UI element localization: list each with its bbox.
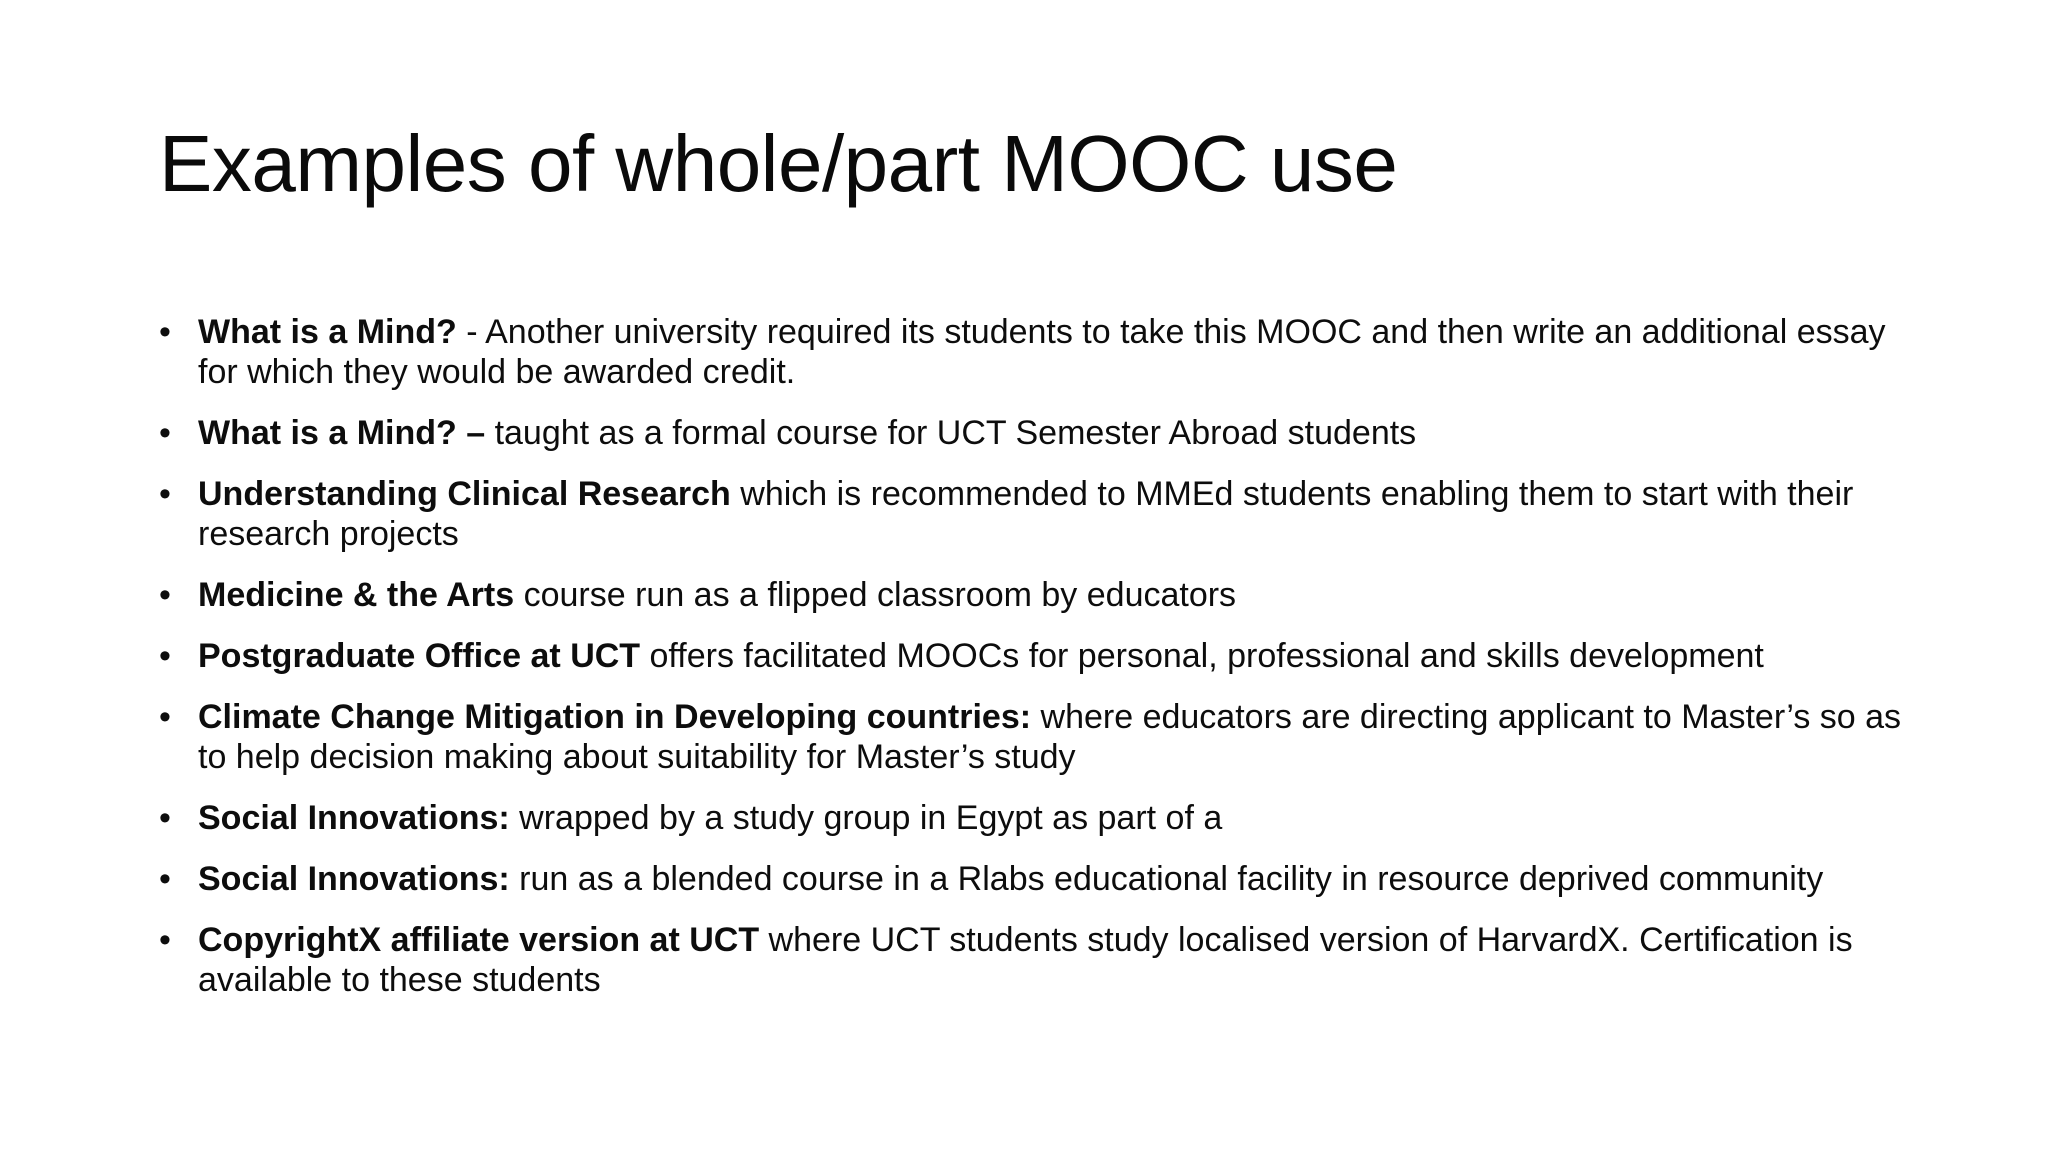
- bullet-bold-text: Medicine & the Arts: [198, 576, 515, 614]
- bullet-item: [159, 413, 1919, 453]
- bullet-text: where UCT students study localised version of HarvardX. Certification is available to these students: [198, 921, 1853, 999]
- bullet-item: [159, 697, 1919, 777]
- bullet-bold-text: Understanding Clinical Research: [198, 475, 731, 513]
- bullet-text: taught as a formal course for UCT Semester Abroad students: [485, 414, 1417, 452]
- bullet-text: offers facilitated MOOCs for personal, professional and skills development: [640, 637, 1764, 675]
- bullet-item: [159, 474, 1919, 554]
- bullet-item: [159, 575, 1919, 615]
- bullet-text: run as a blended course in a Rlabs educational facility in resource deprived community: [509, 860, 1824, 898]
- bullet-list: [159, 312, 1919, 1021]
- bullet-bold-text: Climate Change Mitigation in Developing countries:: [198, 698, 1032, 736]
- bullet-dot: •: [159, 576, 171, 614]
- bullet-text: where educators are directing applicant to Master’s so as to help decision making about suitability for Master’s study: [198, 698, 1902, 776]
- bullet-dot: •: [159, 313, 171, 351]
- bullet-text: course run as a flipped classroom by educators: [514, 576, 1237, 614]
- bullet-dot: •: [159, 860, 171, 898]
- bullet-bold-text: What is a Mind?: [198, 313, 457, 351]
- bullet-dot: •: [159, 799, 171, 837]
- bullet-dot: •: [159, 475, 171, 513]
- bullet-bold-text: Social Innovations:: [198, 799, 510, 837]
- bullet-item: [159, 636, 1919, 676]
- bullet-bold-text: Social Innovations:: [198, 860, 510, 898]
- bullet-item: [159, 859, 1919, 899]
- bullet-text: which is recommended to MMEd students enabling them to start with their research projects: [198, 475, 1854, 553]
- bullet-dot: •: [159, 921, 171, 959]
- slide-title: Examples of whole/part MOOC use: [159, 119, 1398, 208]
- bullet-text: - Another university required its students to take this MOOC and then write an additional essay for which they would be awarded credit.: [198, 313, 1886, 391]
- bullet-item: [159, 312, 1919, 392]
- bullet-dot: •: [159, 637, 171, 675]
- bullet-dot: •: [159, 698, 171, 736]
- bullet-bold-text: CopyrightX affiliate version at UCT: [198, 921, 760, 959]
- bullet-text: wrapped by a study group in Egypt as part of a: [509, 799, 1223, 837]
- bullet-dot: •: [159, 414, 171, 452]
- bullet-item: [159, 798, 1919, 838]
- bullet-item: [159, 920, 1919, 1000]
- bullet-bold-text: What is a Mind? –: [198, 414, 486, 452]
- bullet-bold-text: Postgraduate Office at UCT: [198, 637, 641, 675]
